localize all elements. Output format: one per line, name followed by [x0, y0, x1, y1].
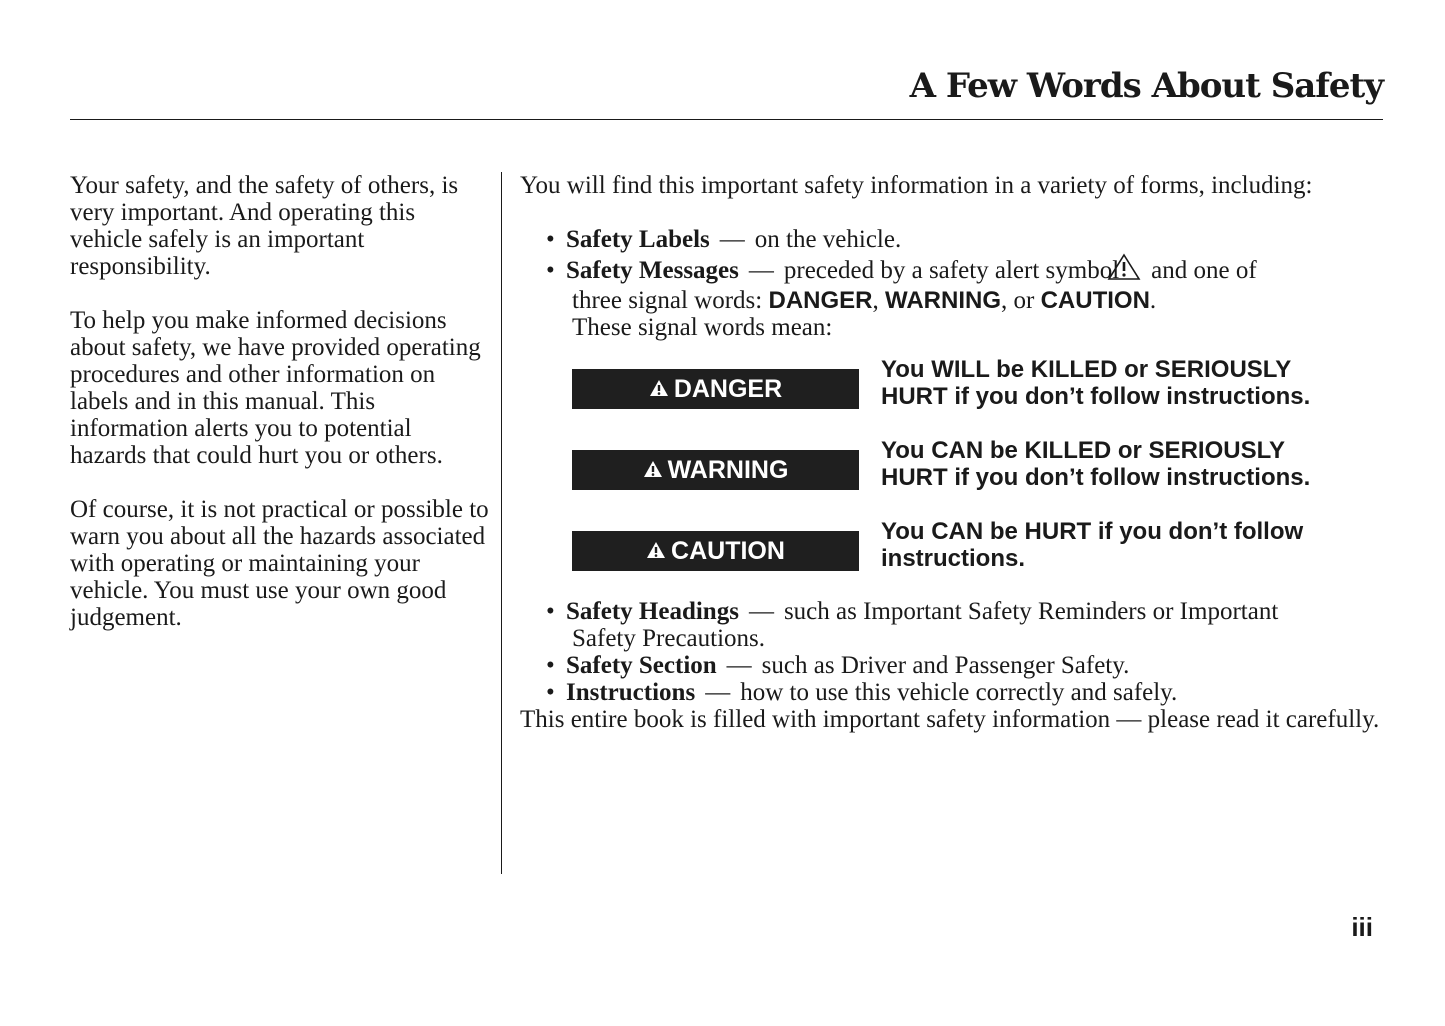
- title-rule: [70, 119, 1383, 120]
- signal-row-caution: [572, 516, 1390, 598]
- danger-box: [572, 369, 859, 409]
- signal-words-line: three signal words: DANGER, WARNING, or CAUTION.: [572, 287, 1157, 314]
- bullet-continuation: Safety Precautions.: [572, 625, 766, 652]
- signal-row-warning: [572, 435, 1390, 516]
- signal-description: You WILL be KILLED or SERIOUSLY HURT if you don’t follow instructions.: [881, 356, 1311, 410]
- signal-words-mean: These signal words mean:: [572, 314, 833, 341]
- signal-box-label: DANGER: [673, 374, 783, 403]
- bullet-term: Instructions: [566, 679, 696, 706]
- right-column: [520, 172, 1390, 733]
- signal-word-danger: DANGER: [768, 287, 873, 314]
- signal-box-list: [572, 354, 1390, 598]
- left-column: [70, 172, 490, 658]
- signal-word-caution: CAUTION: [1040, 287, 1150, 314]
- list-item: • Instructions — how to use this vehicle correctly and safely.: [546, 679, 1178, 706]
- paragraph: Of course, it is not practical or possible to warn you about all the hazards associated with operating or maintaining your vehicle. You must use your own good judgement.: [70, 496, 489, 631]
- signal-row-danger: [572, 354, 1390, 435]
- list-item: • Safety Labels — on the vehicle.: [546, 226, 902, 253]
- closing-text: This entire book is filled with important safety information — please read it carefully.: [520, 706, 1380, 733]
- signal-box-label: CAUTION: [671, 536, 785, 565]
- bullet-text: such as Important Safety Reminders or Important: [783, 598, 1279, 625]
- page-number: iii: [1351, 912, 1373, 942]
- intro-text: You will find this important safety information in a variety of forms, including:: [520, 172, 1313, 199]
- warning-box: [572, 450, 859, 490]
- bullet-text: such as Driver and Passenger Safety.: [761, 652, 1130, 679]
- signal-description: You CAN be HURT if you don’t follow instructions.: [881, 518, 1304, 572]
- bullet-list-bottom: [520, 598, 1390, 706]
- list-item: • Safety Headings — such as Important Safety Reminders or Important: [546, 598, 1279, 625]
- signal-word-warning: WARNING: [885, 287, 1001, 314]
- paragraph: To help you make informed decisions about safety, we have provided operating procedures and other information on labels and in this manual. This information alerts you to potential hazards that could hurt you or others.: [70, 307, 481, 469]
- bullet-text: how to use this vehicle correctly and safely.: [740, 679, 1178, 706]
- caution-box: [572, 531, 859, 571]
- bullet-list-top: [520, 226, 1390, 341]
- bullet-term: Safety Section: [566, 652, 717, 679]
- column-divider: [501, 172, 502, 874]
- bullet-term: Safety Headings: [566, 598, 739, 625]
- paragraph: Your safety, and the safety of others, is very important. And operating this vehicle safely is an important responsibility.: [70, 172, 459, 280]
- warning-triangle-icon: [649, 376, 669, 403]
- list-item: • Safety Section — such as Driver and Passenger Safety.: [546, 652, 1130, 679]
- safety-alert-icon: [1133, 253, 1141, 287]
- bullet-text: on the vehicle.: [754, 226, 902, 253]
- signal-description: You CAN be KILLED or SERIOUSLY HURT if you don’t follow instructions.: [881, 437, 1311, 491]
- bullet-text-after: and one of: [1151, 257, 1257, 284]
- warning-triangle-icon: [643, 457, 663, 484]
- signal-box-label: WARNING: [667, 455, 789, 484]
- page-title: A Few Words About Safety: [909, 66, 1383, 106]
- bullet-text: preceded by a safety alert symbol: [783, 257, 1120, 284]
- bullet-term: Safety Labels: [566, 226, 710, 253]
- list-item: • Safety Messages — preceded by a safety alert symbol and one of: [520, 253, 1390, 287]
- bullet-term: Safety Messages: [566, 257, 739, 284]
- warning-triangle-icon: [646, 538, 666, 565]
